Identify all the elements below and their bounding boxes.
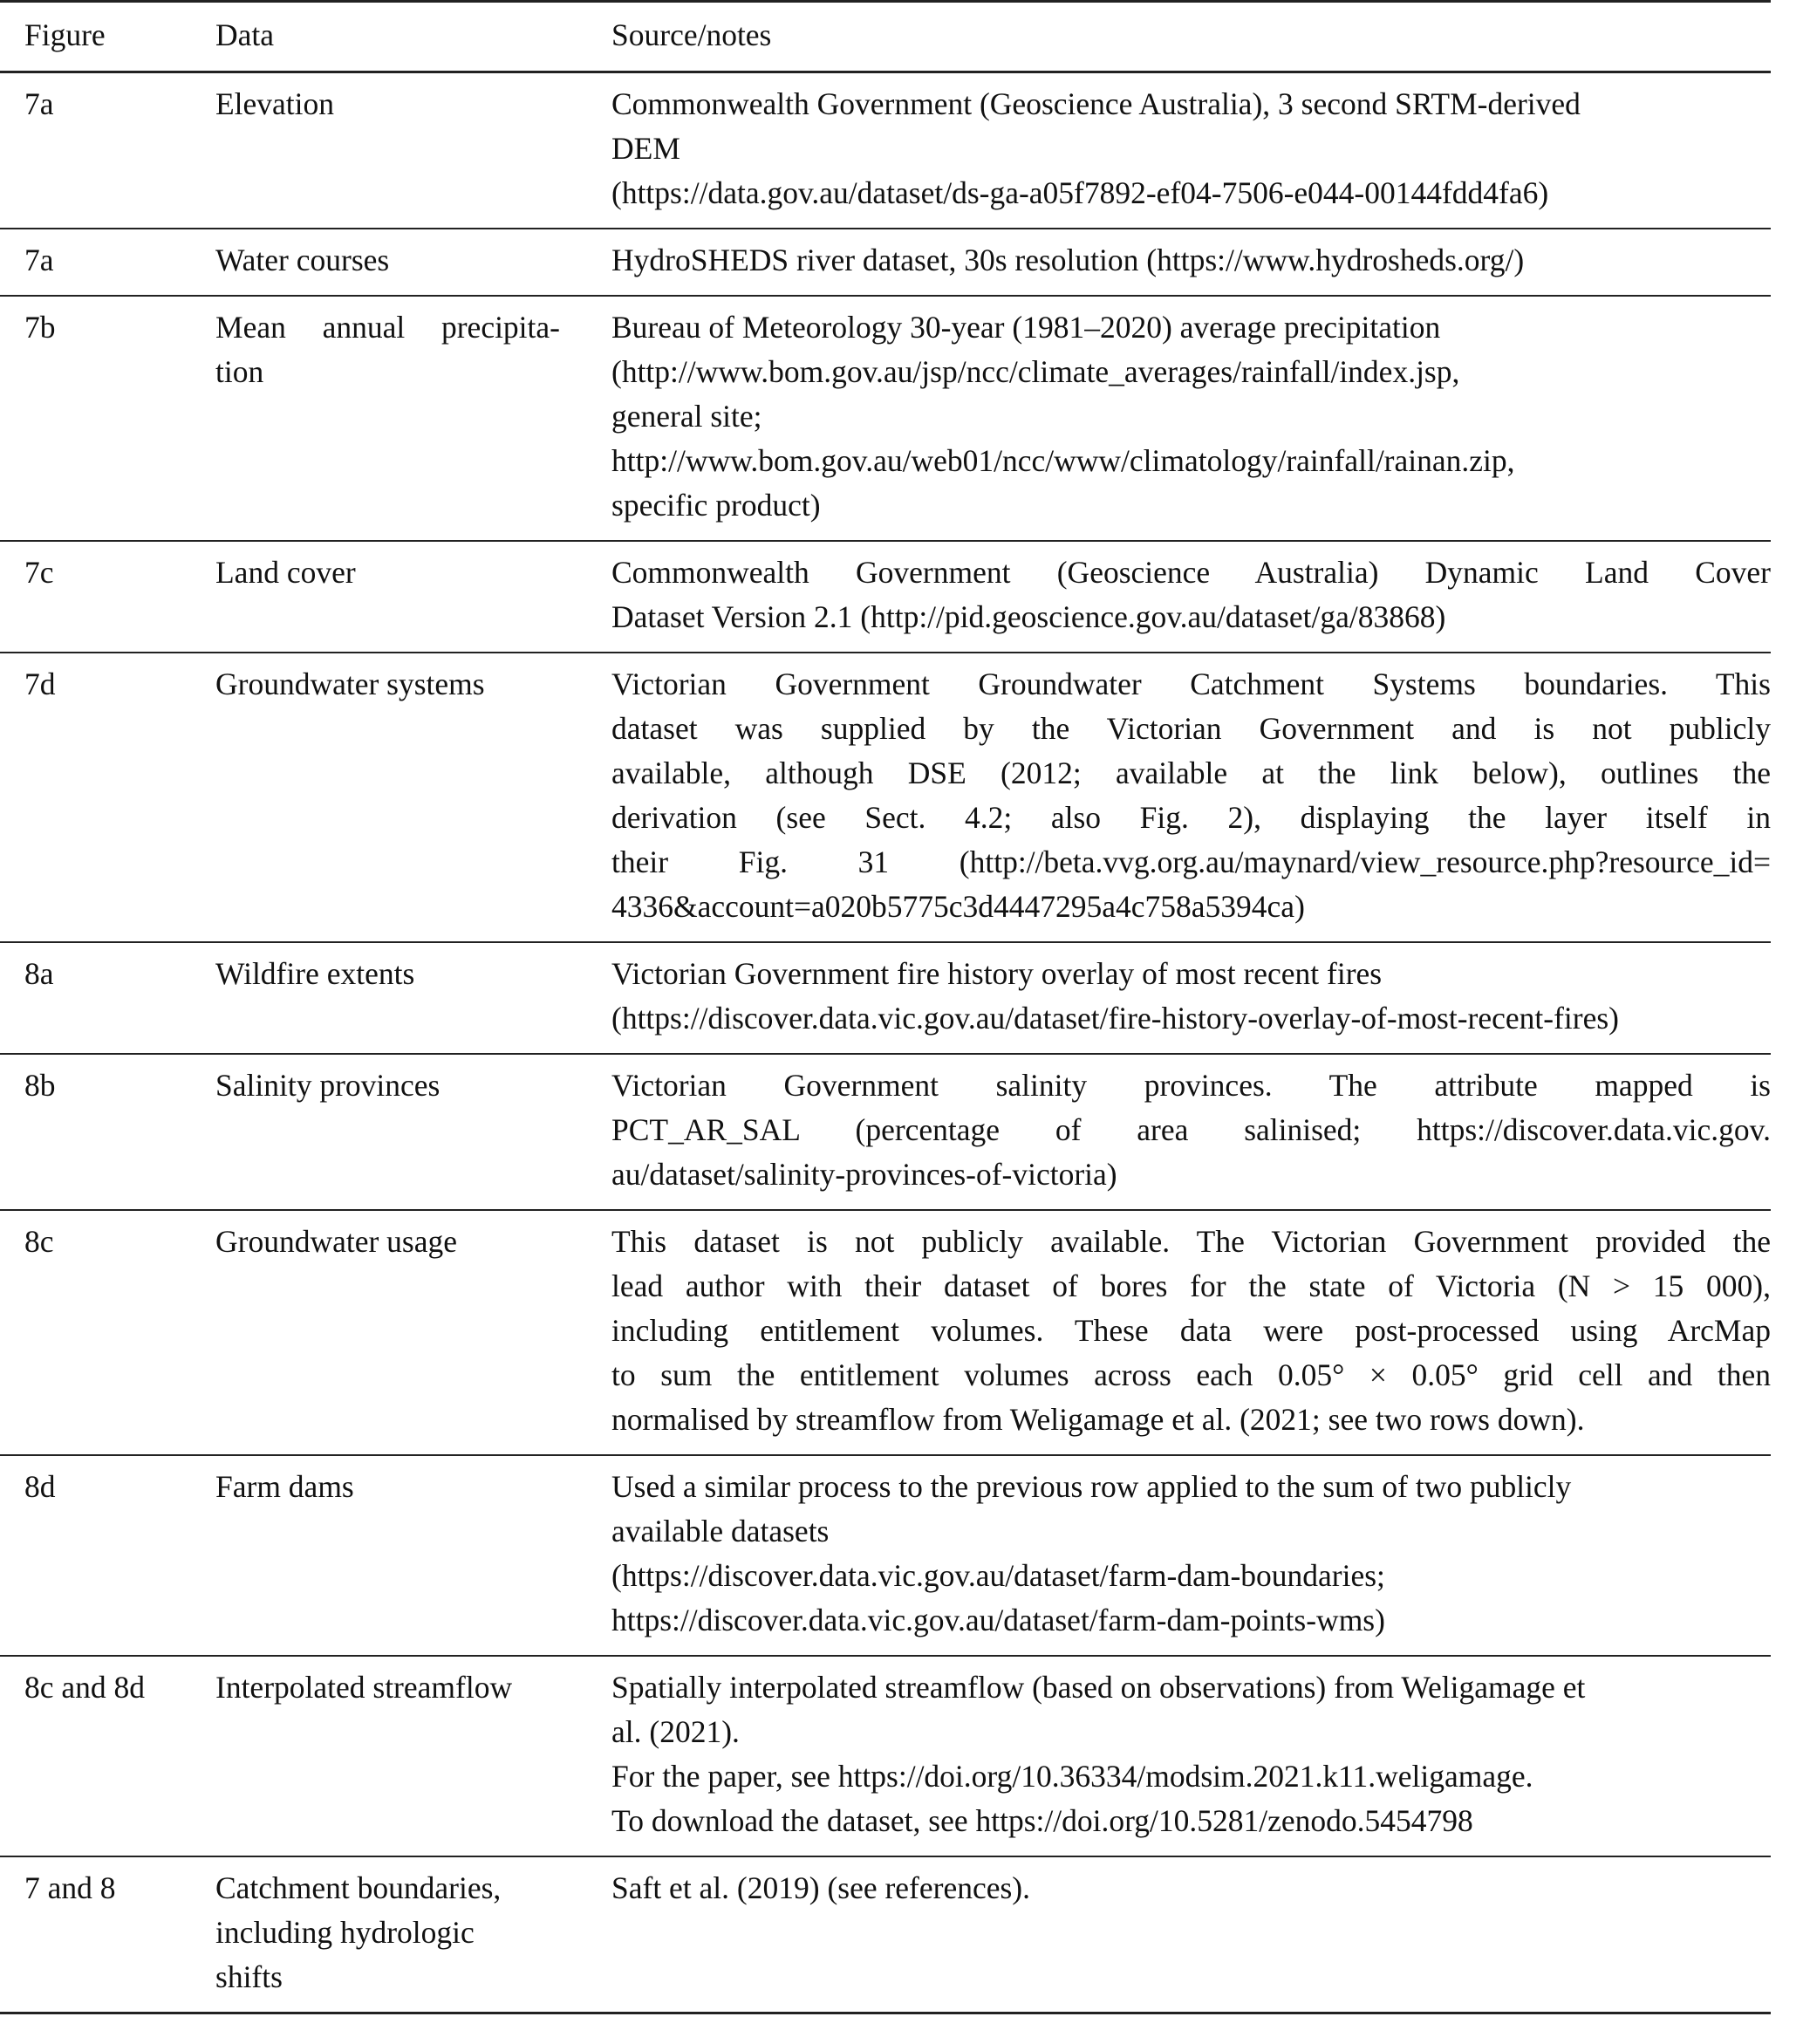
data-text-line: including hydrologic xyxy=(215,1915,475,1950)
source-text-line: their Fig. 31 (http://beta.vvg.org.au/maynard/view_resource.php?resource_id= xyxy=(611,844,1771,879)
cell-source-notes xyxy=(611,296,1771,541)
data-text-line: Salinity provinces xyxy=(215,1068,441,1103)
cell-data xyxy=(215,1856,611,2013)
cell-figure: 7 and 8 xyxy=(24,1870,116,1905)
source-text-line: (https://discover.data.vic.gov.au/dataset/farm-dam-boundaries; xyxy=(611,1558,1385,1593)
source-text-line: To download the dataset, see https://doi.org/10.5281/zenodo.5454798 xyxy=(611,1803,1473,1838)
cell-source-notes xyxy=(611,229,1771,296)
data-text-line: Mean annual precipita- xyxy=(215,310,560,345)
header-row xyxy=(0,2,1771,72)
source-text-line: au/dataset/salinity-provinces-of-victoria) xyxy=(611,1157,1117,1192)
cell-data xyxy=(215,1210,611,1455)
data-text-line: Land cover xyxy=(215,555,356,590)
cell-source-notes xyxy=(611,72,1771,229)
cell-figure: 7c xyxy=(24,555,54,590)
data-text-line: Wildfire extents xyxy=(215,956,415,991)
source-text-line: derivation (see Sect. 4.2; also Fig. 2), displaying the layer itself in xyxy=(611,800,1771,835)
cell-figure: 8d xyxy=(24,1469,56,1504)
cell-data xyxy=(215,942,611,1054)
cell-data xyxy=(215,1054,611,1210)
source-text-line: available, although DSE (2012; available at the link below), outlines the xyxy=(611,755,1771,790)
source-text-line: normalised by streamflow from Weligamage et al. (2021; see two rows down). xyxy=(611,1402,1585,1437)
cell-source-notes xyxy=(611,1455,1771,1656)
source-text-line: Saft et al. (2019) (see references). xyxy=(611,1870,1030,1905)
column-header-data: Data xyxy=(215,17,275,52)
data-text-line: Elevation xyxy=(215,86,335,121)
cell-figure: 7b xyxy=(24,310,56,345)
cell-data xyxy=(215,1455,611,1656)
source-text-line: available datasets xyxy=(611,1514,830,1548)
table-row xyxy=(0,1054,1771,1210)
table-row xyxy=(0,229,1771,296)
source-text-line: 4336&account=a020b5775c3d4447295a4c758a5394ca) xyxy=(611,889,1305,924)
cell-figure: 8c xyxy=(24,1224,54,1259)
data-text-line: Groundwater usage xyxy=(215,1224,457,1259)
source-text-line: dataset was supplied by the Victorian Government and is not publicly xyxy=(611,711,1771,746)
table-row xyxy=(0,541,1771,653)
cell-figure: 8b xyxy=(24,1068,56,1103)
data-text-line: Interpolated streamflow xyxy=(215,1670,513,1705)
cell-source-notes xyxy=(611,1210,1771,1455)
cell-figure: 7a xyxy=(24,243,54,277)
source-text-line: https://discover.data.vic.gov.au/dataset/farm-dam-points-wms) xyxy=(611,1603,1385,1637)
table-header xyxy=(0,2,1771,72)
cell-data xyxy=(215,1656,611,1856)
cell-figure: 8c and 8d xyxy=(24,1670,146,1705)
data-text-line: tion xyxy=(215,354,264,389)
source-text-line: general site; xyxy=(611,399,762,434)
data-text-line: Water courses xyxy=(215,243,390,277)
data-text-line: Groundwater systems xyxy=(215,667,485,701)
cell-figure: 7a xyxy=(24,86,54,121)
cell-source-notes xyxy=(611,1656,1771,1856)
column-header-source-notes: Source/notes xyxy=(611,17,772,52)
column-header-figure: Figure xyxy=(24,17,106,52)
source-text-line: Victorian Government salinity provinces. The attribute mapped is xyxy=(611,1068,1771,1103)
cell-source-notes xyxy=(611,1054,1771,1210)
table-row xyxy=(0,942,1771,1054)
cell-source-notes xyxy=(611,541,1771,653)
data-text-line: Catchment boundaries, xyxy=(215,1870,502,1905)
source-text-line: al. (2021). xyxy=(611,1714,740,1749)
table-row xyxy=(0,296,1771,541)
source-text-line: PCT_AR_SAL (percentage of area salinised; https://discover.data.vic.gov. xyxy=(611,1112,1771,1147)
cell-data xyxy=(215,72,611,229)
table-row xyxy=(0,1656,1771,1856)
cell-source-notes xyxy=(611,1856,1771,2013)
cell-data xyxy=(215,229,611,296)
cell-figure: 7d xyxy=(24,667,56,701)
source-text-line: (http://www.bom.gov.au/jsp/ncc/climate_averages/rainfall/index.jsp, xyxy=(611,354,1460,389)
table-row xyxy=(0,72,1771,229)
table-row xyxy=(0,1455,1771,1656)
cell-data xyxy=(215,541,611,653)
data-text-line: Farm dams xyxy=(215,1469,354,1504)
source-text-line: Used a similar process to the previous row applied to the sum of two publicly xyxy=(611,1469,1572,1504)
cell-source-notes xyxy=(611,942,1771,1054)
source-text-line: Commonwealth Government (Geoscience Australia) Dynamic Land Cover xyxy=(611,555,1771,590)
source-text-line: specific product) xyxy=(611,488,821,523)
source-text-line: including entitlement volumes. These data were post-processed using ArcMap xyxy=(611,1313,1771,1348)
source-text-line: Victorian Government fire history overlay of most recent fires xyxy=(611,956,1383,991)
source-text-line: lead author with their dataset of bores for the state of Victoria (N > 15 000), xyxy=(611,1268,1771,1303)
cell-source-notes xyxy=(611,653,1771,942)
cell-figure: 8a xyxy=(24,956,54,991)
table-row xyxy=(0,1856,1771,2013)
source-text-line: (https://discover.data.vic.gov.au/dataset/fire-history-overlay-of-most-recent-fires) xyxy=(611,1001,1619,1036)
table-body xyxy=(0,72,1771,2013)
cell-data xyxy=(215,296,611,541)
source-text-line: Spatially interpolated streamflow (based on observations) from Weligamage et xyxy=(611,1670,1586,1705)
source-text-line: (https://data.gov.au/dataset/ds-ga-a05f7892-ef04-7506-e044-00144fdd4fa6) xyxy=(611,175,1549,210)
source-text-line: http://www.bom.gov.au/web01/ncc/www/climatology/rainfall/rainan.zip, xyxy=(611,443,1515,478)
table-row xyxy=(0,653,1771,942)
source-text-line: For the paper, see https://doi.org/10.36334/modsim.2021.k11.weligamage. xyxy=(611,1759,1533,1794)
source-text-line: DEM xyxy=(611,131,680,166)
source-text-line: to sum the entitlement volumes across each 0.05° × 0.05° grid cell and then xyxy=(611,1357,1771,1392)
source-text-line: Commonwealth Government (Geoscience Australia), 3 second SRTM-derived xyxy=(611,86,1581,121)
source-text-line: Bureau of Meteorology 30-year (1981–2020) average precipitation xyxy=(611,310,1441,345)
cell-data xyxy=(215,653,611,942)
source-text-line: This dataset is not publicly available. The Victorian Government provided the xyxy=(611,1224,1771,1259)
source-text-line: HydroSHEDS river dataset, 30s resolution (https://www.hydrosheds.org/) xyxy=(611,243,1525,277)
source-text-line: Victorian Government Groundwater Catchment Systems boundaries. This xyxy=(611,667,1771,701)
table-row xyxy=(0,1210,1771,1455)
data-text-line: shifts xyxy=(215,1959,283,1994)
source-text-line: Dataset Version 2.1 (http://pid.geoscience.gov.au/dataset/ga/83868) xyxy=(611,599,1446,634)
